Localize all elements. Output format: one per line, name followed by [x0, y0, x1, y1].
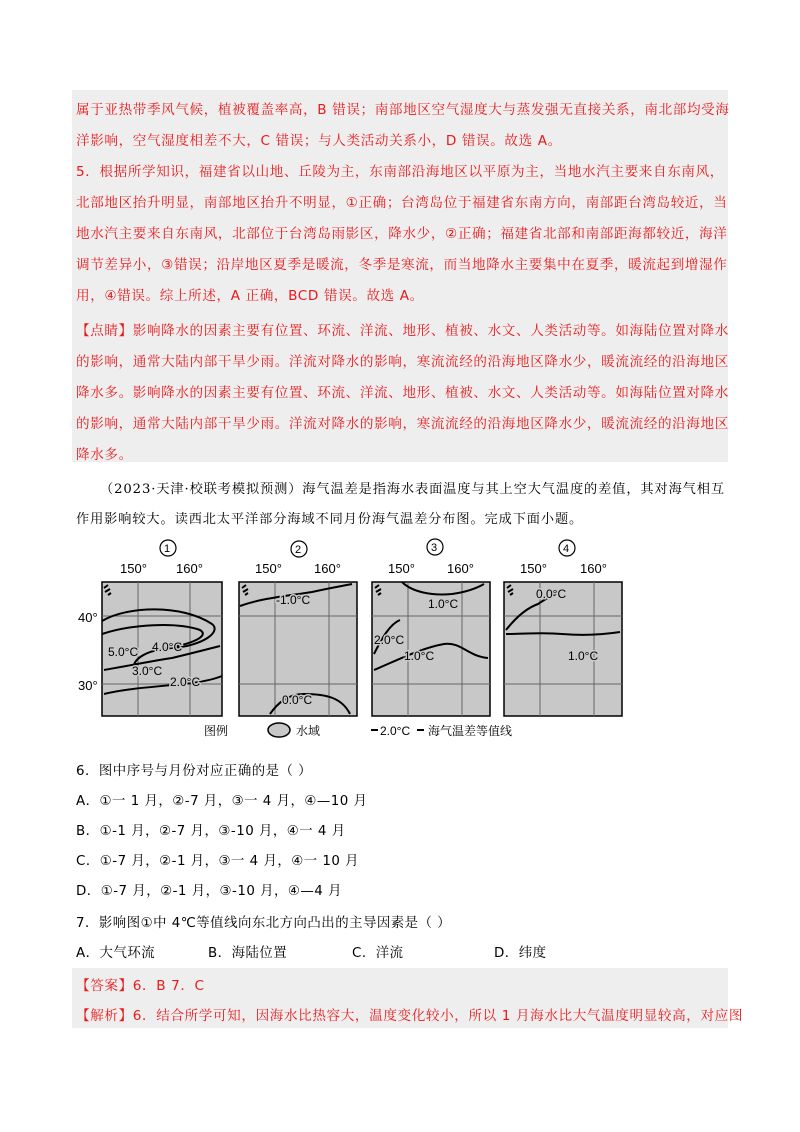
map-legend — [204, 723, 512, 738]
legend-isoline-value: 2.0°C — [380, 724, 411, 738]
paragraph-line: 属于亚热带季风气候，植被覆盖率高，B 错误；南部地区空气湿度大与蒸发强无直接关系，南北部均受海 — [76, 102, 730, 118]
svg-text:2: 2 — [295, 544, 302, 556]
paragraph-line: 的影响，通常大陆内部干旱少雨。洋流对降水的影响，寒流流经的沿海地区降水少，暖流流经的沿海地区 — [76, 416, 729, 432]
analysis-line: 【解析】6．结合所学可知，因海水比热容大，温度变化较小，所以 1 月海水比大气温度明显较高，对应图 — [76, 1008, 744, 1024]
map-panel-4 — [504, 582, 622, 716]
isoline-label: 0.0°C — [282, 693, 313, 707]
question-6-option-a[interactable]: A．①一 1 月，②-7 月，③一 4 月，④—10 月 — [76, 794, 368, 809]
isoline-label: 1.0°C — [568, 649, 599, 663]
paragraph-line: 5．根据所学知识，福建省以山地、丘陵为主，东南部沿海地区以平原为主，当地水汽主要来自东南风， — [76, 164, 724, 180]
paragraph-line: 北部地区抬升明显，南部地区抬升不明显，①正确；台湾岛位于福建省东南方向，南部距台湾岛较近，当 — [76, 195, 728, 211]
question-6-option-c[interactable]: C．①-7 月，②-1 月，③一 4 月，④一 10 月 — [76, 854, 360, 869]
paragraph-line: 降水多。影响降水的因素主要有位置、环流、洋流、地形、植被、水文、人类活动等。如海陆位置对降水 — [76, 385, 729, 401]
map-panel-1 — [102, 582, 222, 716]
lon-label: 150° — [520, 561, 547, 576]
question-6-option-d[interactable]: D．①-7 月，②-1 月，③-10 月，④—4 月 — [76, 884, 342, 899]
question-7-option-c[interactable]: C．洋流 — [352, 946, 404, 961]
svg-text:3: 3 — [431, 542, 438, 554]
lon-label: 160° — [314, 561, 341, 576]
question-6-option-b[interactable]: B．①-1 月，②-7 月，③-10 月，④一 4 月 — [76, 824, 346, 839]
paragraph-line: 降水多。 — [76, 447, 133, 463]
isoline-label: 2.0°C — [374, 633, 405, 647]
legend-isoline-label: 海气温差等值线 — [428, 724, 513, 738]
lon-label: 160° — [176, 561, 203, 576]
question-7-stem: 7．影响图①中 4℃等值线向东北方向凸出的主导因素是（ ） — [76, 916, 452, 931]
sst-difference-map-figure — [72, 536, 732, 746]
lat-label: 40° — [78, 610, 98, 625]
map-panel-3 — [372, 582, 490, 716]
lat-label: 30° — [78, 678, 98, 693]
svg-text:1: 1 — [164, 543, 171, 555]
isoline-label: 0.0°C — [536, 587, 567, 601]
question-7-option-d[interactable]: D．纬度 — [494, 946, 547, 961]
isoline-label: 3.0°C — [132, 664, 163, 678]
paragraph-line: 洋影响，空气湿度相差不大，C 错误；与人类活动关系小，D 错误。故选 A。 — [76, 133, 562, 149]
question-7-option-b[interactable]: B．海陆位置 — [208, 946, 288, 961]
legend-title: 图例 — [204, 724, 229, 738]
legend-water-label: 水域 — [296, 724, 321, 738]
svg-text:4: 4 — [563, 543, 570, 555]
question-intro-line: （2023·天津·校联考模拟预测）海气温差是指海水表面温度与其上空大气温度的差值，其对海气相互 — [100, 482, 725, 497]
answer-line: 【答案】6．B 7．C — [76, 978, 205, 994]
isoline-label: 1.0°C — [404, 649, 435, 663]
paragraph-line: 调节差异小，③错误；沿岸地区夏季是暖流，冬季是寒流，而当地降水主要集中在夏季，暖流起到增湿作 — [76, 257, 728, 273]
map-panel-2 — [239, 582, 357, 716]
isoline-label: 5.0°C — [108, 645, 139, 659]
paragraph-line: 用，④错误。综上所述，A 正确，BCD 错误。故选 A。 — [76, 288, 424, 304]
isoline-label: 2.0°C — [170, 675, 201, 689]
paragraph-line: 【点睛】影响降水的因素主要有位置、环流、洋流、地形、植被、水文、人类活动等。如海陆位置对降水 — [76, 323, 729, 339]
lon-label: 160° — [580, 561, 607, 576]
isoline-label: 4.0°C — [152, 640, 183, 654]
lon-label: 150° — [388, 561, 415, 576]
isoline-label: 1.0°C — [428, 597, 459, 611]
question-intro-line: 作用影响较大。读西北太平洋部分海域不同月份海气温差分布图。完成下面小题。 — [76, 512, 584, 527]
paragraph-line: 地水汽主要来自东南风，北部位于台湾岛雨影区，降水少，②正确；福建省北部和南部距海都较近，海洋 — [76, 226, 728, 242]
question-7-option-a[interactable]: A．大气环流 — [76, 946, 156, 961]
lon-label: 150° — [255, 561, 282, 576]
lon-label: 150° — [120, 561, 147, 576]
lon-label: 160° — [447, 561, 474, 576]
question-6-stem: 6．图中序号与月份对应正确的是（ ） — [76, 764, 313, 779]
paragraph-line: 的影响，通常大陆内部干旱少雨。洋流对降水的影响，寒流流经的沿海地区降水少，暖流流经的沿海地区 — [76, 354, 729, 370]
isoline-label: -1.0°C — [276, 593, 311, 607]
